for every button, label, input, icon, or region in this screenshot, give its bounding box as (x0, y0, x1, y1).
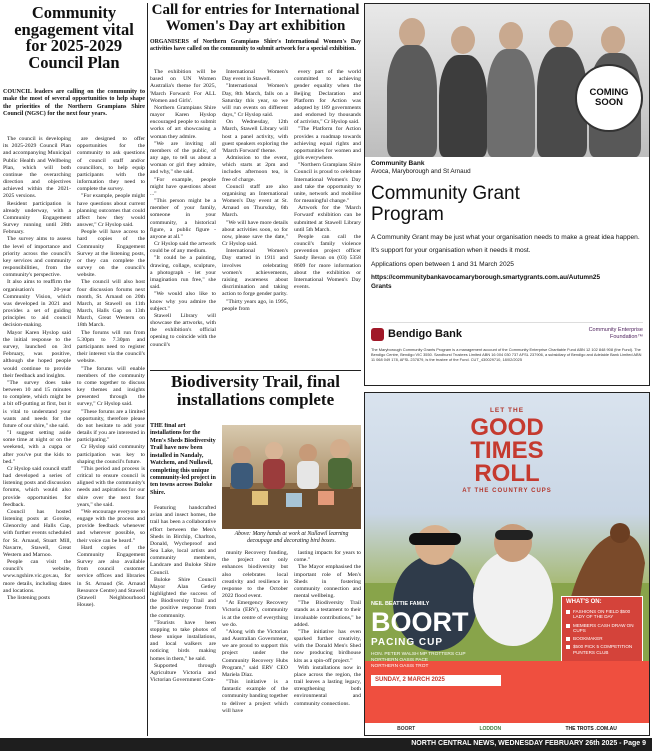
whats-on-item: FASHIONS ON FIELD $500 LADY OF THE DAY (566, 609, 638, 620)
body-paragraph: The exhibition will be based on UN Women Australia's theme for 2025, 'March Forward: For ALL Women and Girls'. (150, 69, 216, 104)
application-dates: Applications open between 1 and 31 March 2025 (371, 260, 514, 268)
body-text (150, 505, 216, 736)
body-paragraph: International Women's Day event in Stawell. (222, 69, 288, 83)
branch-name: Avoca, Maryborough and St Arnaud (371, 168, 471, 175)
body-paragraph: Cr Hyslop said community participation was key to shaping the council's future. (77, 444, 145, 465)
body-paragraph: The council is developing its 2025-2029 Council Plan and accompanying Municipal Public Health and Wellbeing Plan, which will both continue the overarching direction and objectives achieved within the 2021-2025 versions. (3, 136, 71, 200)
body-paragraph: The Mayor emphasised the important role of Men's Sheds in fostering community connection and mental wellbeing. (294, 564, 361, 600)
coming-soon-badge: COMING SOON (575, 64, 643, 132)
family-label: NEIL BEATTIE FAMILY (371, 601, 430, 607)
body-paragraph: "Tourists have been stopping to take photos of these unique installations, and local walkers are noticing birds making homes in them," he said. (150, 619, 216, 662)
body-paragraph: People can call the council's family violence prevention project officer Sandy Bevan on (03) 5358 8609 for more information about the exhibition or International Women's Day events. (294, 233, 361, 291)
tagline-top: LET THE (489, 407, 525, 414)
body-paragraph: "We will have more details about activities soon, so for now, please save the date," Cr Hyslop said. (222, 219, 288, 248)
bendigo-grant-advert (364, 3, 650, 386)
body-paragraph: People can visit the council's website, www.ngshire.vic.gov.au, for more details, including dates and locations. (3, 559, 71, 594)
event-subtitle: PACING CUP (371, 637, 444, 648)
body-paragraph: "Northern Grampians Shire Council is proud to celebrate International Women's Day and take the opportunity to unite, network and mobilise for meaningful change." (294, 162, 361, 205)
country-cups-advert (364, 392, 650, 736)
body-paragraph: "Thirty years ago, in 1995, people from (222, 298, 288, 312)
body-paragraph: Hard copies of the Community Engagement Survey are also available from council customer service offices and libraries in St. Arnaud (St. Arnaud Resource Centre) and Stawell (Stawell Neighbourhood House). (77, 544, 145, 609)
times-word: TIMES (470, 437, 544, 464)
body-paragraph: International Women's Day started in 1911 and involves celebrating women's achievements, raising awareness about discrimination and taking action to forge gender parity. (222, 248, 288, 298)
event-name: BOORT (371, 607, 469, 637)
body-paragraph: "For example, people might have questions about ..." (150, 176, 216, 197)
body-text (150, 69, 361, 367)
body-paragraph: Admission to the event, which starts at 2pm and includes afternoon tea, is free of charge. (222, 155, 288, 183)
body-paragraph: It also aims to reaffirm the organisation's 20-year Community Vision, which was developed in 2021 and provides a set of guiding principles to aid council decision-making. (3, 279, 71, 329)
good-word: GOOD (470, 414, 544, 441)
body-paragraph: Artwork for the 'March Forward' exhibition can be submitted at Stawell Library until 5th March. (294, 205, 361, 233)
article-womens-day (150, 3, 361, 368)
body-paragraph: On Wednesday, 12th March, Stawell Library will host a panel activity, with guest speakers exploring the 'March Forward' theme. (222, 119, 288, 154)
grant-url-link[interactable]: https://communitybankavocamaryborough.smartygrants.com.au/Autumn25Grants (371, 274, 601, 290)
ad-group-photo (365, 4, 649, 157)
body-paragraph: "For example, people might have questions about current planning outcomes that could affect how they would answer," Cr Hyslop said. (77, 193, 145, 229)
body-paragraph: "Along with the Victorian and Australian Government, we are proud to support this project under the Community Recovery Hubs Program," said ERV CEO Mariela Diaz. (222, 628, 288, 678)
body-paragraph: "The initiative has even sparked further creativity, with the Donald Men's Shed now producing birdhouse kits as a spin-off project." (294, 628, 361, 664)
bendigo-logo-icon (371, 328, 384, 341)
body-paragraph: Resident participation is already underway, with a Community Engagement Survey running until 28th February. (3, 200, 71, 236)
body-paragraph: Cr Hyslop said the artwork could be of any medium. (150, 241, 216, 255)
body-paragraph: "The survey does take between 10 and 15 minutes to complete, which might be a bit off-putting at first, but it is vital to understand your wants and needs for the future of our shire," she said. (3, 379, 71, 429)
sponsor-line: NORTHERN OASIS TROT (371, 664, 429, 669)
body-paragraph: "We are inviting all members of the public, of any age, to tell us about a woman or girl they admire, and why," she said. (150, 140, 216, 176)
body-paragraph: The forums will run from 5.30pm to 7.30pm and participants need to register their interest via the council's website. (77, 329, 145, 365)
body-paragraph: With installations now in place across the region, the trail leaves a lasting legacy, strengthening both environmental and community connections. (294, 664, 361, 707)
body-paragraph: "We would also like to know why you admire the subject." (150, 291, 216, 312)
sponsor-logo: THE TROTS .COM.AU (565, 726, 617, 732)
body-paragraph: "This person might be a member of your family, someone in your community, a historical figure, a public figure - anyone at all." (150, 198, 216, 240)
ad-title: Community Grant Program (371, 183, 520, 226)
body-paragraph: Northern Grampians Shire mayor Karen Hyslop encouraged people to submit works of art showcasing a woman they admire. (150, 104, 216, 140)
headline: Community engagement vital for 2025-2029 Council Plan (14, 3, 134, 72)
body-paragraph: Supported through Agriculture Victoria and Victorian Government Com- (150, 662, 216, 684)
body-paragraph: "At Emergency Recovery Victoria (ERV), community is at the centre of everything we do. (222, 600, 288, 628)
photo-caption: Above: Many hands at work at Nullawil learning decoupage and decorating bird boxes. (234, 531, 349, 545)
tagline-bottom: AT THE COUNTRY CUPS (462, 488, 552, 494)
headline: Call for entries for International Women's Day art exhibition (151, 3, 360, 34)
body-paragraph: People will have access to hard copies of the Community Engagement Survey at the listening posts, or they can complete the survey on the council's website. (77, 229, 145, 279)
lead-paragraph: COUNCIL leaders are calling on the community to make the most of several opportunities to help shape the priorities of the Northern Grampians Shire Council (NGSC) for the next four years. (3, 89, 145, 118)
sponsor-line: HON. PETER WALSH MP TROTTERS CUP (371, 652, 466, 657)
sponsor-logo: BOORT (397, 726, 416, 732)
body-paragraph: Mayor Karen Hyslop said the initial response to the survey, launched on 3rd February, was positive, although she hoped people would continue to provide their feedback and insights. (3, 329, 71, 379)
body-paragraph: Cr Hyslop said council staff had developed a series of listening posts and discussion forums, which would also provide opportunities for feedback. (3, 465, 71, 508)
body-paragraph: "It could be a painting, drawing, collage, sculpture, a photograph - let your imagination run free," she said. (150, 255, 216, 291)
body-paragraph: Featuring handcrafted avian and insect homes, the trail has been a collaborative effort between the Men's Sheds in Birchip, Charlton, Donald, Wycheproof and Sea Lake, local artists and community members, Landcare and Buloke Shire Council. (150, 505, 216, 576)
body-paragraph: Council staff are also organising an International Women's Day event at St. Arnaud on Thursday, 6th March. (222, 183, 288, 219)
article-biodiversity-trail (150, 373, 361, 736)
lead-paragraph: ORGANISERS of Northern Grampians Shire's International Women's Day activities have called on the community to submit artwork for a special exhibition. (150, 39, 361, 53)
whats-on-title: WHAT'S ON: (566, 599, 602, 605)
column-divider (147, 3, 148, 736)
lead-paragraph: THE final art installations for the Men's Sheds Biodiversity Trail have now been installed in Nandaly, Watchem, and Nullawil, completing this unique community-led project in ten towns across Buloke Shire. (150, 423, 216, 496)
body-paragraph: "These forums are a limited opportunity, therefore please do not hesitate to add your details if you are interested in participating." (77, 408, 145, 444)
ad-fineprint: The Maryborough Community Grants Program is a management account of the Community Enterprise Charitable Fund ABN 12 102 848 908 (the Fund). The Bendigo Centre, Bendigo VIC 3550. Sandhurst Trustees Limited ABN 16 004 030 737 AFSL 237906, a subsidiary of Bendigo and Adelaide Bank Limited ABN 11 068 049 178, AFSL 237879, is the trustee of the Fund. CUT_430029710, 18/02/2025 (371, 348, 642, 362)
body-paragraph: "The forums will enable members of the community to come together to discuss key themes and insights presented through the survey," Cr Hyslop said. (77, 365, 145, 408)
sponsor-line: NORTHERN OASIS PACE (371, 658, 429, 663)
body-paragraph: every part of the world committed to achieving gender equality when the Beijing Declaration and Platform for Action was adopted by 189 governments and endorsed by thousands of activists," Cr Hyslop said. (294, 69, 361, 126)
body-paragraph: The listening posts (7, 595, 50, 601)
body-paragraph: "We encourage everyone to engage with the process and provide feedback whenever and wherever possible, so their voice can be heard." (77, 508, 145, 544)
body-text (3, 136, 145, 734)
body-paragraph: Buloke Shire Council Mayor Alan Getley highlighted the success of the Biodiversity Trail and the positive response from the community. (150, 576, 216, 619)
sponsor-logo: LODDON (479, 726, 502, 732)
workshop-photo (222, 425, 361, 529)
body-paragraph: "The Platform for Action provides a roadmap towards achieving equal rights and opportunities for women and girls everywhere. (294, 126, 361, 162)
body-paragraph: The survey aims to assess the level of importance and priority across the council's key services and community responsibilities, from the community's perspective. (3, 236, 71, 279)
whats-on-item: BOOKMAKER (566, 636, 638, 641)
body-paragraph: "This period and process is critical to ensure council is aligned with the community's needs and aspirations for our shire over the next four years," she said. (77, 465, 145, 508)
body-paragraph: "The Biodiversity Trail stands as a testament to their invaluable contributions," he added. (294, 600, 361, 628)
ad-description: A Community Grant may be just what your organisation needs to make a great idea happen. (371, 233, 640, 241)
ad-subtext: It's support for your organisation when it needs it most. (371, 247, 531, 255)
body-paragraph: Stawell Library will showcase the artworks, with the exhibition's official opening to coincide with the council's (150, 312, 216, 348)
body-paragraph: "This initiative is a fantastic example of the community banding together to deliver a project which will have (222, 679, 288, 714)
headline: Biodiversity Trail, final installations complete (171, 373, 340, 410)
body-paragraph: "International Women's Day, 8th March, falls on a Saturday this year, so we will run events on different days," Cr Hyslop said. (222, 83, 288, 119)
foundation-label: Community Enterprise Foundation™ (588, 327, 643, 340)
body-text (222, 550, 361, 736)
body-paragraph: The council will also host four discussion forums next month, St. Arnaud on 20th March, at Stawell on 11th March, Halls Gap on 13th March, Great Western on 18th March. (77, 279, 145, 329)
roll-word: ROLL (474, 460, 540, 487)
ad-brand-row (371, 322, 643, 344)
sponsor-logos (365, 723, 649, 735)
body-paragraph: lasting impacts for years to come." (294, 550, 361, 564)
body-paragraph: "I suggest setting aside some time at night or on the weekend, with a cuppa or after you've put the kids to bed." (3, 430, 71, 465)
community-bank-label: Community Bank (371, 160, 425, 167)
workshop-illustration (222, 425, 361, 529)
article-council-plan (3, 3, 145, 736)
body-paragraph: munity Recovery funding, the project not only enhances biodiversity but also celebrates local creativity and resilience in response to the October 2022 flood event. (222, 550, 288, 600)
whats-on-item: MEMBERS CASH DRAW ON CUPS (566, 623, 638, 634)
body-paragraph: are designed to offer opportunities for the community to ask questions of council staff and/or councillors, to help equip participants with the information they need to complete the survey. (77, 136, 145, 193)
body-paragraph: Council has hosted listening posts at Goroke, Glenorchy and Halls Gap, with further events scheduled for St. Arnaud, Stuart Mill, Navarre, Stawell, Great Western and Marnoo. (3, 508, 71, 558)
event-date: SUNDAY, 2 MARCH 2025 (371, 675, 501, 686)
whats-on-item: $500 PICK 5 COMPETITION PUNTERS CLUB (566, 644, 638, 655)
section-divider (150, 370, 361, 371)
page-footer: NORTH CENTRAL NEWS, WEDNESDAY FEBRUARY 26th 2025 - Page 9 (0, 738, 652, 751)
bendigo-brand: Bendigo Bank (388, 328, 462, 340)
